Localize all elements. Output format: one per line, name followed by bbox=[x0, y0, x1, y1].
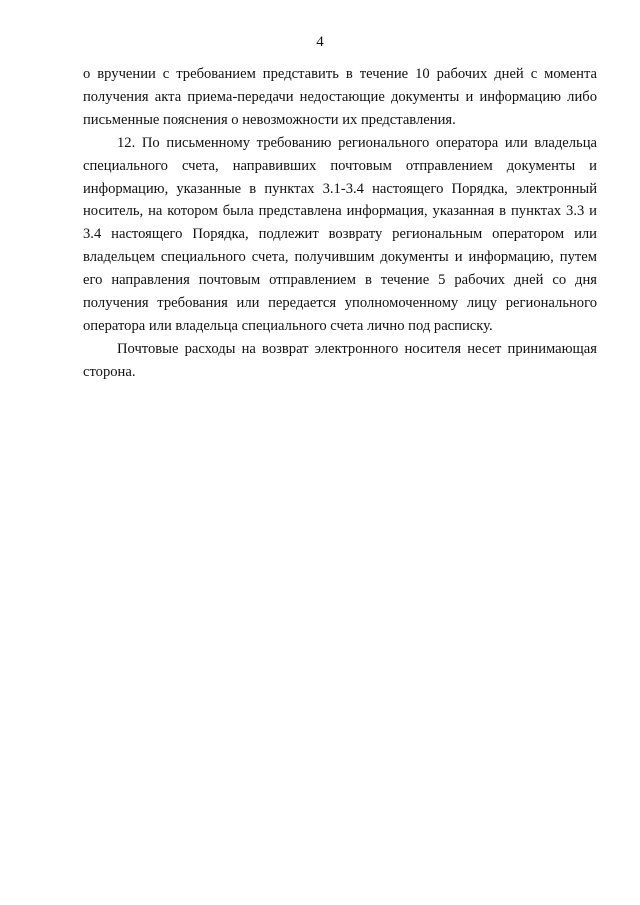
paragraph-item-12: 12. По письменному требованию регионального оператора или владельца специального счета, направивших почтовым отправлением документы и информацию, указанные в пунктах 3.1-3.4 настоящего Порядка, электронный носитель, на котором была представлена информация, указанная в пунктах 3.3 и 3.4 настоящего Порядка, подлежит возврату региональным оператором или владельцем специального счета, получившим документы и информацию, путем его направления почтовым отправлением в течение 5 рабочих дней со дня получения требования или передается уполномоченному лицу регионального оператора или владельца специального счета лично под расписку. bbox=[83, 134, 597, 334]
paragraph-postal-expenses: Почтовые расходы на возврат электронного носителя несет принимающая сторона. bbox=[83, 340, 597, 380]
page-number: 4 bbox=[316, 34, 324, 50]
document-body bbox=[83, 63, 597, 384]
paragraph-continuation: о вручении с требованием представить в течение 10 рабочих дней с момента получения акта приема-передачи недостающие документы и информацию либо письменные пояснения о невозможности их представления. bbox=[83, 66, 597, 128]
